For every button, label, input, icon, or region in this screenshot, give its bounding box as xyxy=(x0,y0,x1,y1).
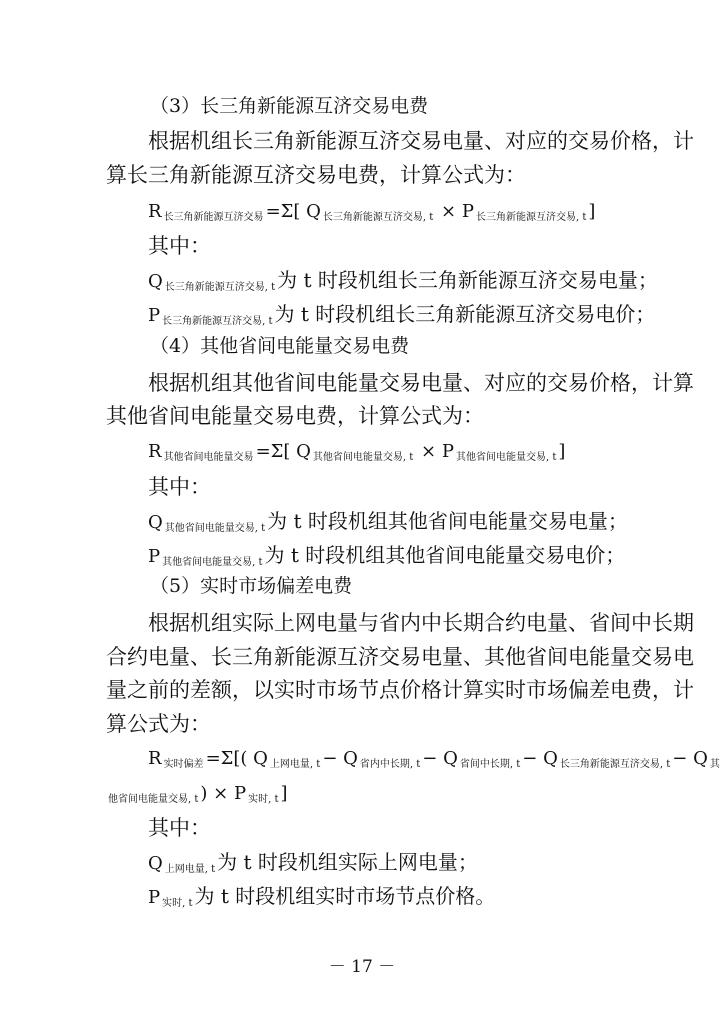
definition-line: P $_{长三角新能源互济交易, t}$ 为 t 时段机组长三角新能源互济交易电价； xyxy=(148,302,656,327)
paragraph-line: 算长三角新能源互济交易电费，计算公式为： xyxy=(106,163,526,187)
where-label: 其中： xyxy=(148,234,211,258)
paragraph-line: 根据机组其他省间电能量交易电量、对应的交易价格，计算 xyxy=(148,371,694,395)
page-number: － 17 － xyxy=(328,957,396,977)
definition-line: P $_{其他省间电能量交易, t}$ 为 t 时段机组其他省间电能量交易电价； xyxy=(148,543,626,568)
definition-line: P $_{实时, t}$ 为 t 时段机组实时市场节点价格。 xyxy=(148,884,496,909)
where-label: 其中： xyxy=(148,475,211,499)
definition-line: Q $_{其他省间电能量交易, t}$ 为 t 时段机组其他省间电能量交易电量； xyxy=(148,509,628,534)
paragraph-line: 量之前的差额，以实时市场节点价格计算实时市场偏差电费，计 xyxy=(106,678,694,702)
paragraph-line: 算公式为： xyxy=(106,712,211,736)
paragraph-line: 根据机组长三角新能源互济交易电量、对应的交易价格，计 xyxy=(148,129,694,153)
definition-line: Q $_{长三角新能源互济交易, t}$ 为 t 时段机组长三角新能源互济交易电量； xyxy=(148,268,658,293)
where-label: 其中： xyxy=(148,816,211,840)
section-heading: （3）长三角新能源互济交易电费 xyxy=(150,95,429,117)
definition-line: Q $_{上网电量, t}$ 为 t 时段机组实际上网电量； xyxy=(148,850,478,875)
paragraph-line: 合约电量、长三角新能源互济交易电量、其他省间电能量交易电 xyxy=(106,645,694,669)
paragraph-line: 根据机组实际上网电量与省内中长期合约电量、省间中长期 xyxy=(148,611,694,635)
paragraph-line: 其他省间电能量交易电费，计算公式为： xyxy=(106,404,484,428)
formula: R $_{长三角新能源互济交易}$ =Σ[ Q $_{长三角新能源互济交易, t}$ × P $_{长三角新能源互济交易, t}$ ] xyxy=(148,201,596,223)
formula: R $_{实时偏差}$ =Σ[( Q $_{上网电量, t}$ − Q $_{省内中长期, t}$ − Q $_{省间中长期, t}$ − Q $_{长三角新能源互济交易, t}$ − Q $_其$ xyxy=(148,748,720,770)
formula-continuation: $_{他省间电能量交易, t}$ ) × P $_{实时, t}$ ] xyxy=(108,783,288,805)
formula: R $_{其他省间电能量交易}$ =Σ[ Q $_{其他省间电能量交易, t}$ × P $_{其他省间电能量交易, t}$ ] xyxy=(148,441,566,463)
section-heading: （4）其他省间电能量交易电费 xyxy=(150,335,410,357)
section-heading: （5）实时市场偏差电费 xyxy=(150,575,353,597)
